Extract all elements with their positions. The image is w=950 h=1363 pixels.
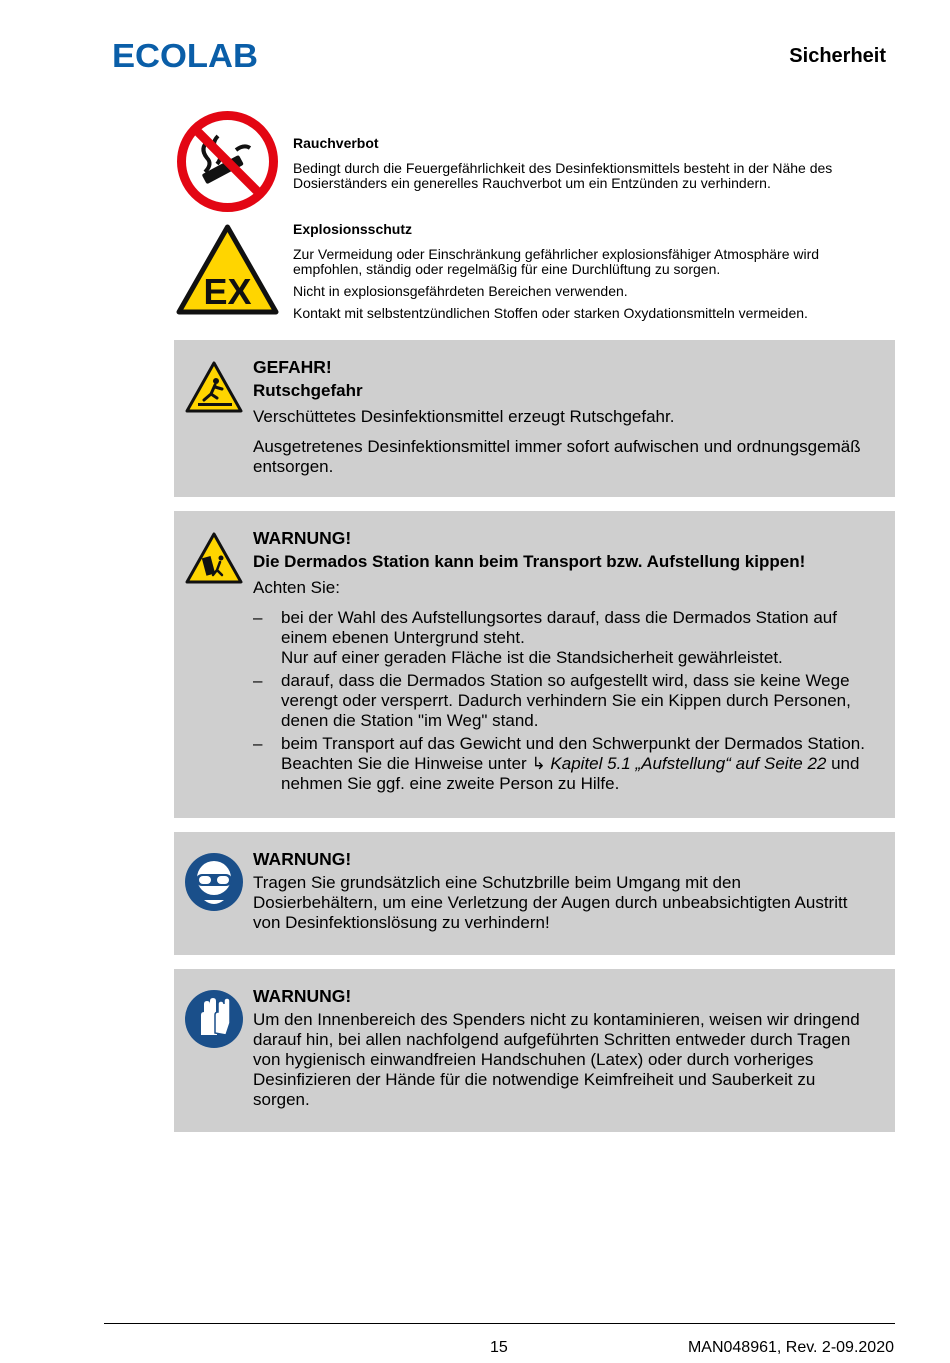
section-title: Sicherheit: [789, 45, 886, 67]
tipping-hazard-icon: [184, 531, 244, 585]
explosionsschutz-paragraph: Nicht in explosionsgefährdeten Bereichen verwenden.: [293, 283, 628, 299]
warning-heading: WARNUNG!: [253, 849, 352, 869]
rauchverbot-text: Bedingt durch die Feuergefährlichkeit des Desinfektionsmittels besteht in der Nähe des Dosierständers ein generelles Rauchverbot um ein Entzünden zu verhindern.: [293, 160, 833, 191]
chapter-link[interactable]: Kapitel 5.1 „Aufstellung“ auf Seite 22: [550, 754, 827, 773]
explosionsschutz-title: Explosionsschutz: [293, 221, 413, 237]
dash-marker: –: [253, 671, 263, 690]
list-item-text: bei der Wahl des Aufstellungsortes darauf, dass die Dermados Station auf einem ebenen Untergrund steht.: [281, 608, 837, 647]
explosionsschutz-paragraph: Kontakt mit selbstentzündlichen Stoffen oder starken Oxydationsmitteln vermeiden.: [293, 305, 808, 321]
list-item: [253, 734, 865, 794]
list-item-text: und nehmen Sie ggf. eine zweite Person zu Hilfe.: [281, 754, 860, 793]
danger-paragraph: Ausgetretenes Desinfektionsmittel immer sofort aufwischen und ordnungsgemäß entsorgen.: [253, 437, 861, 476]
ecolab-logo: [112, 38, 262, 72]
svg-text:ECOLAB: ECOLAB: [112, 38, 258, 72]
warning-intro: Achten Sie:: [253, 578, 340, 597]
dash-marker: –: [253, 734, 263, 753]
dash-marker: –: [253, 608, 263, 627]
slip-hazard-icon: [184, 360, 244, 414]
explosionsschutz-paragraph: Zur Vermeidung oder Einschränkung gefährlicher explosionsfähiger Atmosphäre wird empfohlen, ständig oder regelmäßig für eine Durchlüftung zu sorgen.: [293, 246, 820, 277]
document-id: MAN048961, Rev. 2-09.2020: [687, 1339, 894, 1356]
footer-divider: [104, 1323, 895, 1324]
warning-subheading: Die Dermados Station kann beim Transport bzw. Aufstellung kippen!: [253, 552, 806, 571]
danger-subheading: Rutschgefahr: [253, 381, 363, 400]
warning-text: Tragen Sie grundsätzlich eine Schutzbrille beim Umgang mit den Dosierbehältern, um eine Verletzung der Augen durch unbeabsichtigten Austritt von Desinfektionslösung zu verhindern!: [253, 873, 848, 932]
warning-heading: WARNUNG!: [253, 528, 352, 548]
list-item: [253, 671, 865, 731]
rauchverbot-title: Rauchverbot: [293, 135, 379, 151]
page-number: 15: [490, 1339, 508, 1356]
warning-gloves-box: [174, 969, 895, 1132]
list-item-text: Nur auf einer geraden Fläche ist die Standsicherheit gewährleistet.: [281, 648, 783, 667]
list-item-text: beim Transport auf das Gewicht und den Schwerpunkt der Dermados Station. Beachten Sie die Hinweise unter: [281, 734, 865, 773]
danger-box: [174, 340, 895, 497]
ex-label: EX: [203, 271, 252, 312]
link-arrow-icon: ↳: [531, 754, 546, 773]
explosion-hazard-icon: [176, 224, 279, 316]
warning-list: [253, 608, 865, 794]
danger-paragraph: Verschüttetes Desinfektionsmittel erzeugt Rutschgefahr.: [253, 407, 675, 426]
list-item-text: darauf, dass die Dermados Station so aufgestellt wird, dass sie keine Wege verengt oder versperrt. Dadurch verhindern Sie ein Kippen durch Personen, denen die Station "im Weg" stand.: [281, 671, 851, 730]
warning-goggles-box: [174, 832, 895, 955]
list-item: [253, 608, 865, 668]
no-smoking-icon: [176, 110, 279, 213]
warning-tipping-box: [174, 511, 895, 818]
safety-goggles-icon: [184, 852, 244, 912]
danger-heading: GEFAHR!: [253, 357, 332, 377]
protective-gloves-icon: [184, 989, 244, 1049]
warning-heading: WARNUNG!: [253, 986, 352, 1006]
warning-text: Um den Innenbereich des Spenders nicht zu kontaminieren, weisen wir dringend darauf hin, bei allen nachfolgend aufgeführten Schritten entweder durch Tragen von hygienisch einwandfreien Handschuhen (Latex) oder durch vorheriges Desinfizieren der Hände für die notwendige Keimfreiheit und Sauberkeit zu sorgen.: [253, 1010, 860, 1109]
